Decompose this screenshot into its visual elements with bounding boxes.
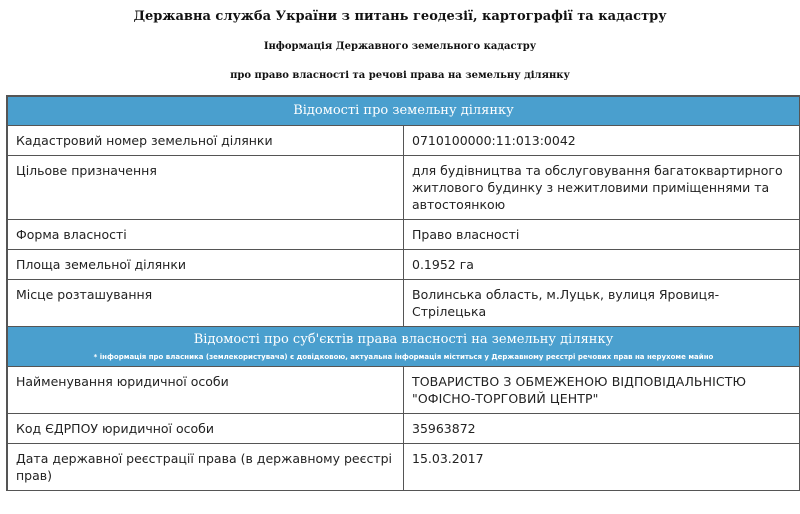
- land-section-title: Відомості про земельну ділянку: [8, 97, 800, 126]
- registration-date-value: 15.03.2017: [404, 444, 800, 491]
- cadastre-info-sheet: [6, 95, 800, 491]
- cadastral-number-value: 0710100000:11:013:0042: [404, 126, 800, 156]
- table-row: [8, 414, 800, 444]
- table-row: [8, 156, 800, 220]
- ownership-form-value: Право власності: [404, 220, 800, 250]
- ownership-form-label: Форма власності: [8, 220, 404, 250]
- table-row: [8, 367, 800, 414]
- location-label: Місце розташування: [8, 280, 404, 327]
- edrpou-code-label: Код ЄДРПОУ юридичної особи: [8, 414, 404, 444]
- land-section-header: [8, 97, 800, 126]
- cadastre-table: [7, 96, 800, 491]
- owners-section-title: Відомості про суб'єктів права власності на земельну ділянку: [193, 332, 614, 347]
- owners-section-header: [8, 327, 800, 367]
- document-subtitle: Інформація Державного земельного кадастру: [263, 41, 537, 52]
- purpose-label: Цільове призначення: [8, 156, 404, 220]
- table-row: [8, 126, 800, 156]
- table-row: [8, 280, 800, 327]
- area-value: 0.1952 га: [404, 250, 800, 280]
- cadastral-number-label: Кадастровий номер земельної ділянки: [8, 126, 404, 156]
- area-label: Площа земельної ділянки: [8, 250, 404, 280]
- agency-title: Державна служба України з питань геодезії, картографії та кадастру: [133, 9, 667, 24]
- registration-date-label: Дата державної реєстрації права (в державному реєстрі прав): [8, 444, 404, 491]
- edrpou-code-value: 35963872: [404, 414, 800, 444]
- location-value: Волинська область, м.Луцьк, вулиця Яровиця-Стрілецька: [404, 280, 800, 327]
- purpose-value: для будівництва та обслуговування багатоквартирного житлового будинку з нежитловими приміщеннями та автостоянкою: [404, 156, 800, 220]
- legal-entity-name-value: ТОВАРИСТВО З ОБМЕЖЕНОЮ ВІДПОВІДАЛЬНІСТЮ "ОФІСНО-ТОРГОВИЙ ЦЕНТР": [404, 367, 800, 414]
- table-row: [8, 250, 800, 280]
- table-row: [8, 220, 800, 250]
- document-about: про право власності та речові права на земельну ділянку: [230, 70, 570, 81]
- legal-entity-name-label: Найменування юридичної особи: [8, 367, 404, 414]
- table-row: [8, 444, 800, 491]
- owners-section-note: * інформація про власника (землекористувача) є довідковою, актуальна інформація міститься у Державному реєстрі речових прав на нерухоме майно: [93, 353, 714, 361]
